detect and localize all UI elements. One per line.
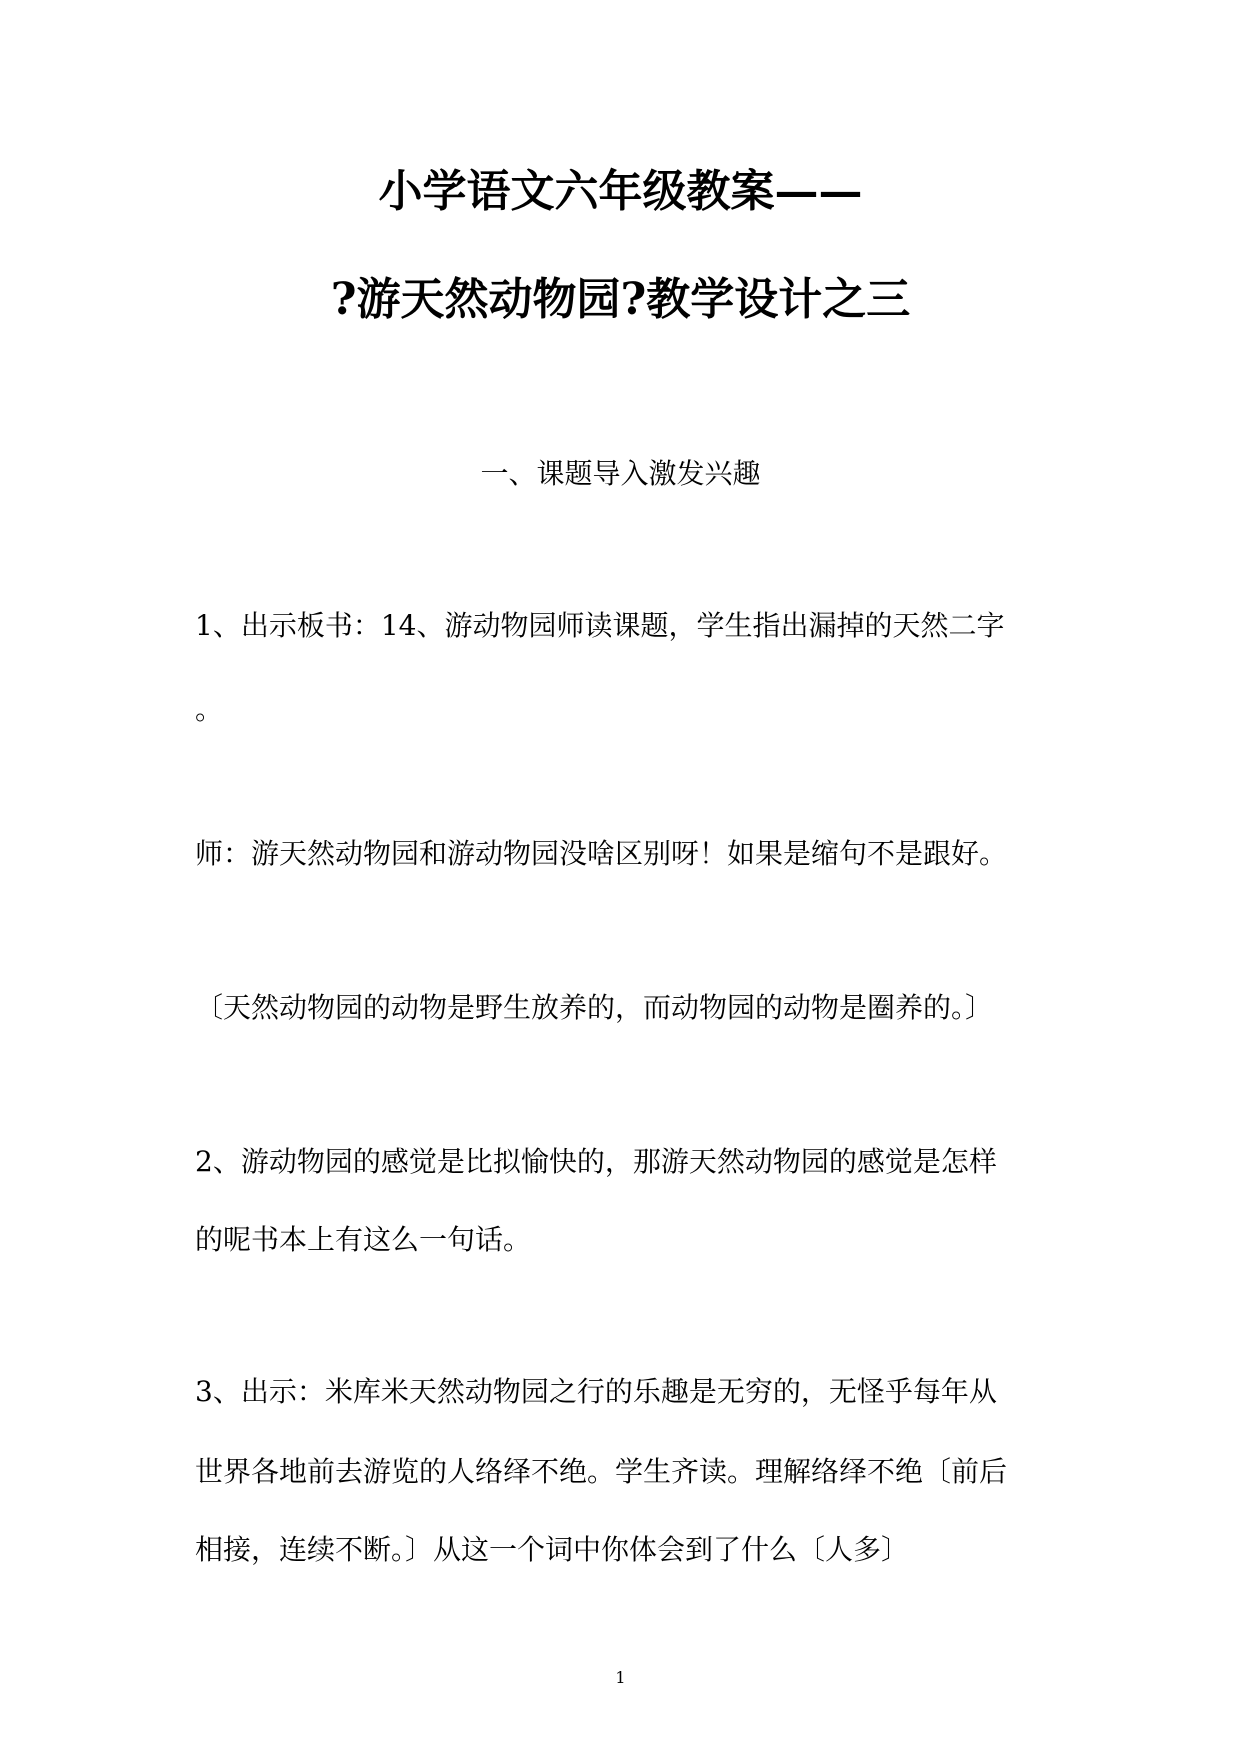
body-text-line: 〔天然动物园的动物是野生放养的，而动物园的动物是圈养的。〕 (195, 991, 994, 1024)
body-text-line: 3、出示：米库米天然动物园之行的乐趣是无穷的，无怪乎每年从 (195, 1375, 997, 1408)
body-text-line: 1、出示板书：14、游动物园师读课题，学生指出漏掉的天然二字 (195, 609, 1005, 642)
body-text-line: 相接，连续不断。〕从这一个词中你体会到了什么〔人多〕 (195, 1533, 910, 1566)
body-text-line: 。 (195, 693, 224, 726)
body-text-line: 世界各地前去游览的人络绎不绝。学生齐读。理解络绎不绝〔前后 (195, 1455, 1008, 1488)
body-text-line: 师：游天然动物园和游动物园没啥区别呀！如果是缩句不是跟好。 (195, 837, 1008, 870)
document-title-line-1: 小学语文六年级教案—— (378, 166, 863, 217)
body-text-line: 的呢书本上有这么一句话。 (195, 1223, 532, 1256)
document-title-line-2: ?游天然动物园?教学设计之三 (330, 274, 911, 325)
body-text-line: 2、游动物园的感觉是比拟愉快的，那游天然动物园的感觉是怎样 (195, 1145, 997, 1178)
section-heading: 一、课题导入激发兴趣 (480, 457, 761, 490)
page-number: 1 (615, 1668, 626, 1687)
